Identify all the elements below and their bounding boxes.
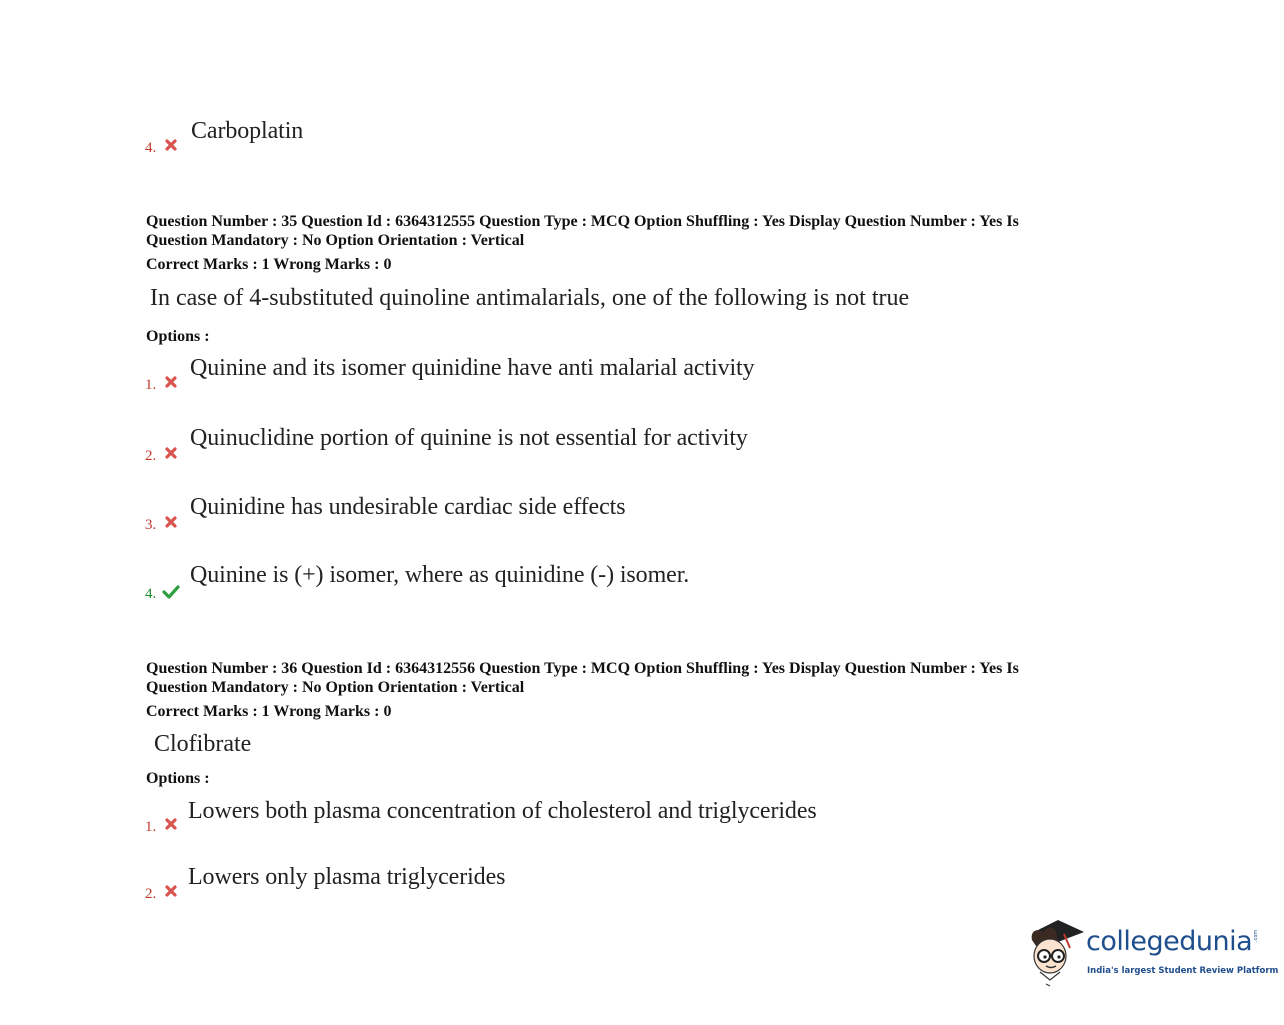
- question-meta-line: Question Number : 35 Question Id : 6364312555 Question Type : MCQ Option Shuffling : Yes Display Question Number : Yes Is: [146, 213, 1019, 230]
- option-number: 4.: [145, 586, 157, 602]
- question-stem: In case of 4-substituted quinoline antimalarials, one of the following is not true: [150, 285, 910, 311]
- option-text: Quinine is (+) isomer, where as quinidine (-) isomer.: [190, 562, 690, 588]
- option-text: Lowers both plasma concentration of cholesterol and triglycerides: [188, 798, 817, 824]
- question-meta-line: Question Mandatory : No Option Orientation : Vertical: [146, 232, 525, 249]
- options-label: Options :: [146, 328, 210, 345]
- wrong-cross-icon: [164, 446, 178, 460]
- option-number: 3.: [145, 517, 157, 533]
- question-meta-line: Question Number : 36 Question Id : 6364312556 Question Type : MCQ Option Shuffling : Yes Display Question Number : Yes Is: [146, 660, 1019, 677]
- options-label: Options :: [146, 770, 210, 787]
- option-number: 1.: [145, 819, 157, 835]
- option-text: Quinine and its isomer quinidine have anti malarial activity: [190, 355, 755, 381]
- mascot-icon: [1024, 918, 1088, 988]
- option-text: Lowers only plasma triglycerides: [188, 864, 506, 890]
- option-number: 2.: [145, 448, 157, 464]
- option-text: Quinuclidine portion of quinine is not essential for activity: [190, 425, 748, 451]
- question-meta-35: [146, 212, 1019, 250]
- logo-wordmark: collegedunia: [1086, 926, 1253, 957]
- collegedunia-logo: [1022, 918, 1279, 990]
- option-number: 4.: [145, 140, 157, 156]
- question-marks: Correct Marks : 1 Wrong Marks : 0: [146, 703, 392, 720]
- question-meta-36: [146, 659, 1019, 697]
- wrong-cross-icon: [164, 375, 178, 389]
- question-meta-line: Question Mandatory : No Option Orientation : Vertical: [146, 679, 525, 696]
- option-text: Quinidine has undesirable cardiac side effects: [190, 494, 626, 520]
- wrong-cross-icon: [164, 884, 178, 898]
- logo-suffix: .com: [1253, 929, 1259, 942]
- question-marks: Correct Marks : 1 Wrong Marks : 0: [146, 256, 392, 273]
- wrong-cross-icon: [164, 817, 178, 831]
- correct-check-icon: [162, 585, 180, 599]
- option-number: 2.: [145, 886, 157, 902]
- option-number: 1.: [145, 377, 157, 393]
- question-stem: Clofibrate: [154, 731, 252, 757]
- wrong-cross-icon: [164, 138, 178, 152]
- wrong-cross-icon: [164, 515, 178, 529]
- logo-tagline: India's largest Student Review Platform: [1087, 966, 1279, 976]
- option-text: Carboplatin: [191, 118, 304, 144]
